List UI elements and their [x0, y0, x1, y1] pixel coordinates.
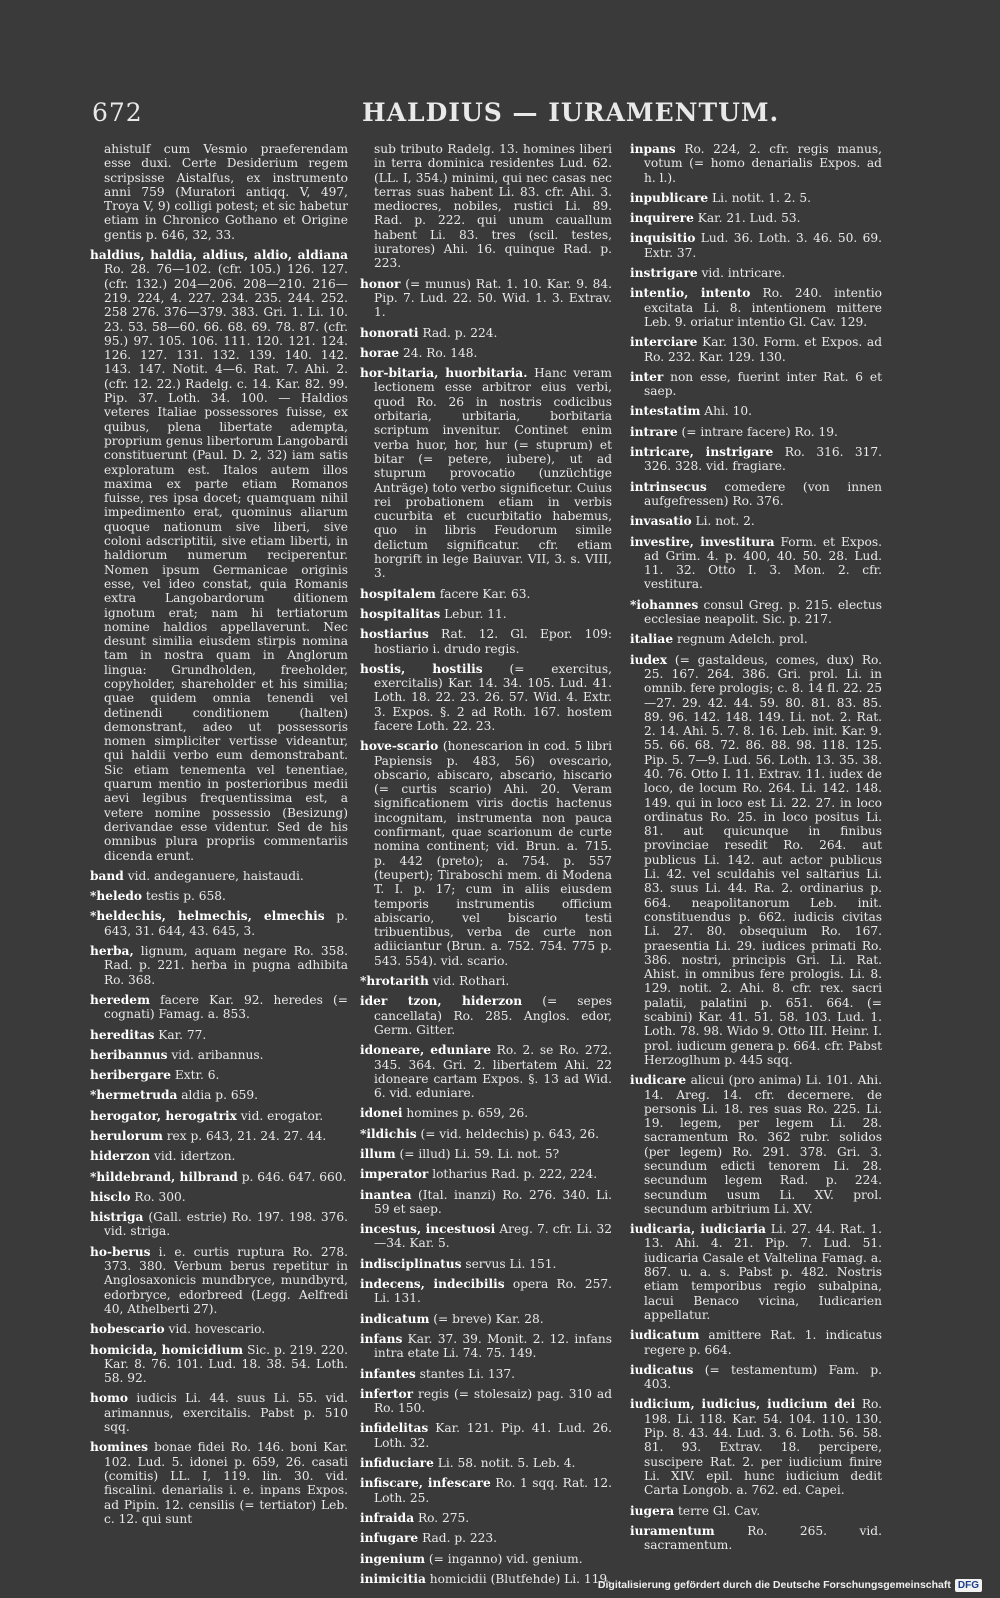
dictionary-entry	[90, 869, 348, 883]
entry-text: lignum, aquam negare Ro. 358. Rad. p. 221. herba in pugna adhibita Ro. 368.	[104, 944, 348, 987]
dictionary-entry	[630, 142, 882, 185]
entry-headword: illum	[360, 1147, 396, 1161]
entry-text: Kar. 21. Lud. 53.	[697, 211, 801, 226]
dictionary-entry	[360, 627, 612, 656]
entry-text: (= testamentum) Fam. p. 403.	[644, 1362, 883, 1392]
dictionary-entry	[90, 1129, 348, 1143]
dictionary-entry	[360, 1572, 612, 1586]
dictionary-entry	[360, 1552, 612, 1566]
entry-headword: ider tzon, hiderzon	[360, 994, 523, 1009]
entry-text: stantes Li. 137.	[419, 1366, 516, 1381]
entry-headword: homicida, homicidium	[90, 1342, 244, 1357]
entry-headword: *heldechis, helmechis, elmechis	[90, 909, 325, 924]
entry-headword: herulorum	[90, 1129, 163, 1143]
dictionary-entry	[90, 1068, 348, 1082]
page-number: 672	[92, 98, 143, 127]
dictionary-entry	[360, 1511, 612, 1525]
entry-text: 24. Ro. 148.	[402, 345, 478, 360]
entry-headword: inpublicare	[630, 190, 709, 205]
entry-text: regis (= stolesaiz) pag. 310 ad Ro. 150.	[374, 1386, 612, 1416]
entry-text: Kar. 130. Form. et Expos. ad Ro. 232. Kar. 129. 130.	[644, 335, 882, 364]
entry-headword: intestatim	[630, 404, 701, 419]
entry-text: i. e. curtis ruptura Ro. 278. 373. 380. Verbum berus repetitur in Anglosaxonicis mundbryce, mundbyrd, edorbryce, edorbreed (Legg. Aelfredi 40, Athelberti 27).	[104, 1244, 349, 1316]
footer-credit: Digitalisierung gefördert durch die Deutsche Forschungsgemeinschaft	[597, 1579, 951, 1591]
column-2	[360, 142, 612, 1592]
entry-headword: intrare	[630, 424, 678, 439]
entry-text: vid. andeganuere, haistaudi.	[127, 868, 304, 883]
entry-headword: heredem	[90, 992, 150, 1007]
dictionary-entry	[360, 326, 612, 340]
entry-headword: iudicatus	[630, 1362, 694, 1377]
entry-headword: haldius, haldia, aldius, aldio, aldiana	[90, 248, 348, 263]
entry-headword: iudicare	[630, 1073, 687, 1088]
dictionary-entry	[90, 944, 348, 987]
entry-headword: infantes	[360, 1366, 416, 1381]
entry-text: p. 643, 31. 644, 43. 645, 3.	[104, 909, 348, 938]
entry-headword: hor-bitaria, huorbitaria.	[360, 366, 528, 381]
column-1	[90, 142, 348, 1532]
entry-headword: iudicaria, iudiciaria	[630, 1222, 766, 1237]
dictionary-entry	[360, 1257, 612, 1271]
entry-text: Kar. 77.	[158, 1027, 207, 1042]
dictionary-entry	[360, 142, 612, 271]
entry-headword: *hildebrand, hilbrand	[90, 1169, 238, 1184]
entry-headword: *hrotarith	[360, 974, 429, 989]
entry-text: facere Kar. 63.	[439, 586, 531, 601]
entry-text: Ro. 316. 317. 326. 328. vid. fragiare.	[644, 445, 882, 474]
dictionary-entry	[630, 370, 882, 399]
entry-headword: hostis, hostilis	[360, 661, 483, 676]
dictionary-entry	[360, 587, 612, 601]
entry-headword: idoneare, eduniare	[360, 1043, 491, 1058]
entry-text: terre Gl. Cav.	[677, 1503, 761, 1518]
entry-headword: *iohannes	[630, 597, 699, 612]
dictionary-entry	[90, 1343, 348, 1386]
entry-headword: infraida	[360, 1510, 415, 1525]
dictionary-entry	[630, 1363, 882, 1392]
entry-text: lotharius Rad. p. 222, 224.	[432, 1167, 598, 1182]
dictionary-entry	[90, 1170, 348, 1184]
dictionary-entry	[360, 662, 612, 733]
entry-text: Rad. p. 223.	[422, 1531, 498, 1546]
entry-text: consul Greg. p. 215. electus ecclesiae neapolit. Sic. p. 217.	[644, 597, 882, 627]
dictionary-entry	[630, 1222, 882, 1322]
dictionary-entry	[360, 1147, 612, 1161]
entry-headword: hisclo	[90, 1189, 131, 1204]
column-3	[630, 142, 882, 1558]
dictionary-entry	[360, 277, 612, 320]
entry-text: vid. aribannus.	[171, 1047, 264, 1062]
entry-headword: honor	[360, 276, 401, 291]
dictionary-entry	[630, 286, 882, 329]
entry-headword: heribannus	[90, 1047, 168, 1062]
dictionary-entry	[360, 1167, 612, 1181]
dictionary-entry	[360, 346, 612, 360]
entry-text: Ro. 275.	[417, 1510, 470, 1525]
dictionary-entry	[630, 1073, 882, 1216]
dictionary-entry	[360, 1312, 612, 1326]
entry-text: (= intrare facere) Ro. 19.	[681, 424, 838, 439]
entry-headword: infugare	[360, 1531, 419, 1546]
entry-text: homines p. 659, 26.	[406, 1106, 529, 1121]
dictionary-entry	[360, 1332, 612, 1361]
dictionary-entry	[360, 994, 612, 1037]
entry-headword: indecens, indecibilis	[360, 1277, 505, 1292]
dictionary-entry	[90, 248, 348, 863]
entry-headword: intentio, intento	[630, 286, 751, 301]
entry-headword: inpans	[630, 142, 676, 156]
dictionary-entry	[360, 366, 612, 580]
entry-headword: *ildichis	[360, 1126, 417, 1141]
dictionary-entry	[360, 1106, 612, 1120]
dictionary-entry	[630, 514, 882, 528]
entry-text: testis p. 658.	[145, 889, 226, 904]
entry-text: Ro. 300.	[134, 1189, 186, 1204]
dictionary-entry	[90, 1048, 348, 1062]
entry-text: (Ital. inanzi) Ro. 276. 340. Li. 59 et saep.	[374, 1187, 612, 1216]
entry-headword: interciare	[630, 335, 698, 350]
entry-headword: honorati	[360, 325, 419, 340]
entry-text: facere Kar. 92. heredes (= cognati) Famag. a. 853.	[104, 992, 348, 1022]
entry-text: (= breve) Kar. 28.	[433, 1311, 544, 1326]
entry-headword: herba,	[90, 944, 134, 959]
entry-headword: infertor	[360, 1386, 414, 1401]
dictionary-entry	[630, 653, 882, 1068]
entry-text: Li. notit. 1. 2. 5.	[712, 190, 812, 205]
entry-headword: indicatum	[360, 1311, 430, 1326]
dictionary-entry	[630, 480, 882, 509]
entry-text: Li. 58. notit. 5. Leb. 4.	[437, 1456, 576, 1471]
entry-text: (Gall. estrie) Ro. 197. 198. 376. vid. striga.	[104, 1210, 349, 1239]
entry-text: bonae fidei Ro. 146. boni Kar. 102. Lud. 5. idonei p. 659, 26. casati (comitis) LL. I, 119. lin. 30. vid. fiscalini. denarialis i. e. inpans Expos. ad Pipin. 12. censilis (= tertiator) Leb. c. 12. qui sunt	[104, 1440, 348, 1526]
entry-text: Lud. 36. Loth. 3. 46. 50. 69. Extr. 37.	[644, 231, 883, 260]
dictionary-entry	[90, 1210, 348, 1239]
entry-text: Kar. 37. 39. Monit. 2. 12. infans intra etate Li. 74. 75. 149.	[374, 1331, 612, 1361]
dictionary-entry	[630, 266, 882, 280]
entry-headword: inter	[630, 369, 664, 384]
entry-headword: infiscare, infescare	[360, 1476, 491, 1491]
entry-headword: hove-scario	[360, 739, 439, 754]
entry-headword: hostiarius	[360, 627, 429, 642]
dictionary-entry	[360, 739, 612, 968]
entry-headword: ingenium	[360, 1551, 426, 1566]
dictionary-entry	[90, 1109, 348, 1123]
entry-text: vid. Rothari.	[432, 974, 510, 989]
entry-text: vid. hovescario.	[168, 1322, 266, 1337]
dictionary-entry	[630, 425, 882, 439]
entry-text: Ro. 28. 76—102. (cfr. 105.) 126. 127. (cfr. 132.) 204—206. 208—210. 216—219. 224, 4. 227. 234. 235. 244. 252. 258 276. 376—379. 383. Gri. 1. Li. 10. 23. 53. 58—60. 66. 68. 69. 78. 87. (cfr. 95.) 97. 105. 106. 111. 120. 121. 124. 126. 127. 131. 132. 139. 140. 142. 143. 147. Notit. 4—6. Rat. 7. Ahi. 2. (cfr. 12. 22.) Radelg. c. 14. Kar. 82. 99. Pip. 37. Loth. 34. 100. — Haldios veteres Italiae possessores fuisse, ex quibus, plena libertate adempta, proprium genus libertorum Langobardi constituerunt (Paul. D. 2, 32) iam satis exploratum est. Italos autem illos maxima ex parte etiam Romanos fuisse, res ipsa docet; quamquam nihil impedimento erat, quominus aliarum quoque nationum sive liberi, sive coloni adscriptitii, sive etiam liberti, in haldiorum numerum reciperentur. Nomen ipsum Germanicae originis esse, vel ideo constat, quia Romanis extra Langobardorum ditionem ignotum erat; nam hi tertiatorum nomine haldios appellaverunt. Nec desunt similia eiusdem stirpis nomina tam in nostra quam in Anglorum lingua: Grundholden, freeholder, copyholder, shareholder et his similia; quae quidem omnia tenendi vel detinendi conditionem (halten) demonstrant, adeo ut possessoris nomen simpliciter vertisse videantur, qui haldii verbo eum demonstrabant. Sic etiam tenementa vel tenentiae, quarum mentio in posterioribus medii aevi legibus frequentissima est, a vetere nomine possessio (Besizung) derivandae esse videntur. Sed de his omnibus plura propriis commentariis dicenda erunt.	[104, 262, 348, 863]
dictionary-entry	[90, 1190, 348, 1204]
entry-headword: hobescario	[90, 1322, 165, 1337]
entry-text: vid. erogator.	[240, 1108, 324, 1123]
entry-headword: intricare, instrigare	[630, 445, 774, 460]
dictionary-entry	[90, 1245, 348, 1316]
entry-headword: intrinsecus	[630, 479, 707, 494]
entry-text: homicidii (Blutfehde) Li. 119.	[429, 1571, 612, 1586]
entry-headword: homo	[90, 1391, 129, 1406]
dictionary-entry	[360, 1127, 612, 1141]
dictionary-entry	[630, 445, 882, 474]
entry-text: Ro. 224, 2. cfr. regis manus, votum (= homo denarialis Expos. ad h. l.).	[644, 142, 882, 185]
entry-text: p. 646. 647. 660.	[241, 1169, 347, 1184]
entry-headword: inimicitia	[360, 1571, 426, 1586]
dictionary-entry	[90, 889, 348, 903]
entry-text: Areg. 7. cfr. Li. 32—34. Kar. 5.	[374, 1222, 612, 1251]
entry-text: Ro. 1 sqq. Rat. 12. Loth. 25.	[374, 1476, 612, 1505]
entry-headword: iudex	[630, 652, 668, 667]
dictionary-entry	[630, 1504, 882, 1518]
entry-text: servus Li. 151.	[465, 1256, 557, 1271]
entry-headword: *hermetruda	[90, 1088, 178, 1103]
entry-headword: incestus, incestuosi	[360, 1222, 496, 1237]
entry-headword: homines	[90, 1440, 148, 1455]
entry-text: vid. intricare.	[701, 266, 786, 281]
entry-headword: heribergare	[90, 1068, 171, 1083]
entry-headword: *heledo	[90, 889, 143, 904]
dictionary-entry	[360, 1387, 612, 1416]
dictionary-entry	[90, 1440, 348, 1526]
entry-headword: infans	[360, 1331, 403, 1346]
entry-headword: inquisitio	[630, 231, 696, 246]
footer	[598, 1576, 982, 1594]
entry-text: opera Ro. 257. Li. 131.	[374, 1277, 612, 1306]
entry-headword: inantea	[360, 1187, 412, 1202]
dictionary-entry	[360, 1476, 612, 1505]
dictionary-entry	[90, 993, 348, 1022]
entry-headword: hiderzon	[90, 1149, 151, 1164]
entry-text: Li. not. 2.	[695, 514, 755, 529]
dictionary-entry	[360, 1456, 612, 1470]
entry-text: Form. et Expos. ad Grim. 4. p. 400, 40. 50. 28. Lud. 11. 32. Otto I. 3. Mon. 2. cfr. vestitura.	[644, 534, 882, 592]
dictionary-entry	[630, 211, 882, 225]
entry-text: Ro. 265. vid. sacramentum.	[644, 1523, 882, 1553]
entry-text: (honescarion in cod. 5 libri Papiensis p. 483, 56) ovescario, obscario, abiscaro, abscario, hiscario (= curtis scario) Ahi. 20. Veram significationem viris doctis hactenus incognitam, instrumenta non pauca confirmant, quae scarionum de curte nomina continent; vid. Brun. a. 715. p. 442 (preto); a. 754. p. 557 (teupert); Tiraboschi mem. di Modena T. I. p. 17; cum in aliis eiusdem temporis instrumentis officium abiscario, vel biscario testi tribuentibus, verba de curte non adiiciantur (Brun. a. 752. 754. 775 p. 543. 554). vid. scario.	[374, 739, 613, 968]
entry-text: Lebur. 11.	[444, 606, 507, 621]
dictionary-entry	[630, 231, 882, 260]
entry-text: Ro. 240. intentio excitata Li. 8. intentionem mittere Leb. 9. oriatur intentio Gl. Cav. 129.	[644, 286, 882, 329]
entry-headword: imperator	[360, 1167, 429, 1182]
entry-text: ahistulf cum Vesmio praeferendam esse duxi. Certe Desiderium regem scripsisse Aistalfus, ex instrumento anni 759 (Muratori antiqq. V, 497, Troya V, 9) colligi potest; et sic habetur etiam in Chronico Gothano et Origine gentis p. 646, 32, 33.	[104, 142, 348, 242]
entry-headword: band	[90, 868, 124, 883]
entry-headword: iuramentum	[630, 1523, 715, 1538]
dictionary-entry	[630, 632, 882, 646]
entry-text: Rad. p. 224.	[422, 325, 498, 340]
entry-headword: iudicium, iudicius, iudicium dei	[630, 1397, 856, 1412]
dictionary-entry	[630, 404, 882, 418]
entry-text: Extr. 6.	[174, 1068, 220, 1083]
entry-headword: horae	[360, 345, 400, 360]
dictionary-entry	[360, 1421, 612, 1450]
entry-headword: herogator, herogatrix	[90, 1108, 237, 1123]
entry-headword: iugera	[630, 1503, 675, 1518]
entry-text: Sic. p. 219. 220. Kar. 8. 76. 101. Lud. 18. 38. 54. Loth. 58. 92.	[104, 1342, 348, 1386]
entry-text: Ahi. 10.	[704, 404, 752, 419]
entry-headword: instrigare	[630, 266, 698, 281]
entry-headword: idonei	[360, 1106, 403, 1121]
entry-text: alicui (pro anima) Li. 101. Ahi. 14. Areg. 14. cfr. decernere. de personis Li. 18. res suas Ro. 225. Li. 19. legem, per legem Li. 28. sacramentum Ro. 362 rubr. solidos (per legem) Ro. 291. 378. Gri. 3. secundum edicti tenorem Li. 28. secundum legem Rad. p. 224. secundum usum Li. XV. prol. secundum arbitrium Li. XV.	[644, 1073, 882, 1216]
entry-text: Rat. 12. Gl. Epor. 109: hostiario i. drudo regis.	[374, 627, 612, 656]
entry-text: (= sepes cancellata) Ro. 285. Anglos. edor, Germ. Gitter.	[374, 994, 613, 1037]
dictionary-entry	[90, 909, 348, 938]
entry-headword: hospitalem	[360, 586, 436, 601]
entry-text: iudicis Li. 44. suus Li. 55. vid. arimannus, exercitalis. Pabst p. 510 sqq.	[104, 1391, 348, 1435]
entry-text: Li. 27. 44. Rat. 1. 13. Ahi. 4. 21. Pip. 7. Lud. 51. iudicaria Casale et Valtelina Famag. a. 867. u. a. s. Pabst p. 482. Nostris etiam temporibus regio subalpina, lacui Benaco vicina, Iudicarien appellatur.	[644, 1222, 883, 1322]
entry-text: (= gastaldeus, comes, dux) Ro. 25. 167. 264. 386. Gri. prol. Li. in omnib. fere prologis; c. 8. 14 fl. 22. 25—27. 29. 42. 44. 59. 80. 81. 83. 85. 89. 96. 142. 148. 149. Li. not. 2. Rat. 2. 14. Ahi. 5. 7. 8. 16. Leb. init. Kar. 9. 55. 66. 68. 72. 86. 88. 98. 118. 125. Pip. 5. 7—9. Lud. 56. Loth. 13. 35. 38. 40. 76. Otto I. 11. Extrav. 11. iudex de loco, de locum Ro. 264. Li. 142. 148. 149. qui in loco est Li. 22. 27. in loco ordinatus Ro. 25. in loco positus Li. 81. aut quicunque in finibus provinciae resedit Ro. 264. aut publicus Li. 142. aut actor publicus Li. 42. vel sculdahis vel saltarius Li. 83. suus Li. 44. Ra. 2. ordinarius p. 664. neapolitanorum Leb. init. constituendus p. 662. iudicis civitas Li. 27. 80. obsequium Ro. 167. praesentia Li. 29. iudices primati Ro. 386. nostri, principis Gri. Li. Rat. Ahist. in omnibus fere prologis. Li. 8. 129. notit. 2. Ahi. 8. cfr. rex. sacri palatii, palatini p. 651. 664. (= scabini) Kar. 41. 51. 58. 103. Lud. 1. Loth. 78. 98. Wido 9. Otto III. Heinr. I. prol. iudicum genera p. 664. cfr. Pabst Herzoglhum p. 445 sqq.	[644, 652, 883, 1067]
entry-headword: histriga	[90, 1210, 144, 1225]
dictionary-entry	[360, 1043, 612, 1100]
dictionary-entry	[360, 1277, 612, 1306]
entry-headword: hereditas	[90, 1027, 155, 1042]
dictionary-entry	[360, 1188, 612, 1217]
dictionary-entry	[630, 1328, 882, 1357]
dictionary-entry	[630, 1397, 882, 1497]
entry-text: Kar. 121. Pip. 41. Lud. 26. Loth. 32.	[374, 1421, 612, 1450]
dictionary-entry	[90, 1088, 348, 1102]
dictionary-entry	[90, 1149, 348, 1163]
dictionary-entry	[630, 335, 882, 364]
dictionary-entry	[360, 1531, 612, 1545]
dictionary-entry	[360, 1367, 612, 1381]
entry-headword: iudicatum	[630, 1328, 700, 1343]
entry-text: comedere (von innen aufgefressen) Ro. 376.	[644, 479, 882, 508]
dfg-logo: DFG	[955, 1579, 982, 1592]
dictionary-entry	[90, 1028, 348, 1042]
entry-text: sub tributo Radelg. 13. homines liberi in terra dominica residentes Lud. 62. (LL. I, 354.) minimi, qui nec casas nec terras suas habent Li. 83. cfr. Ahi. 3. mediocres, nobiles, rustici Li. 89. Rad. p. 222. qui unum cauallum habent Li. 83. tres (scil. testes, iuratores) Ahi. 16. quinque Rad. p. 223.	[374, 142, 612, 271]
entry-headword: investire, investitura	[630, 534, 775, 549]
entry-headword: inquirere	[630, 211, 694, 226]
entry-headword: hospitalitas	[360, 606, 441, 621]
entry-text: vid. idertzon.	[153, 1149, 236, 1164]
entry-headword: infidelitas	[360, 1421, 429, 1436]
entry-text: Ro. 2. se Ro. 272. 345. 364. Gri. 2. libertatem Ahi. 22 idoneare cartam Expos. §. 13 ad Wid. 6. vid. eduniare.	[374, 1043, 613, 1101]
entry-headword: invasatio	[630, 514, 692, 529]
entry-headword: ho-berus	[90, 1244, 151, 1259]
entry-headword: indisciplinatus	[360, 1256, 462, 1271]
entry-headword: infiduciare	[360, 1456, 434, 1471]
dictionary-entry	[630, 1524, 882, 1553]
dictionary-entry	[90, 1322, 348, 1336]
dictionary-entry	[630, 535, 882, 592]
dictionary-entry	[630, 191, 882, 205]
entry-text: (= illud) Li. 59. Li. not. 5?	[399, 1147, 560, 1161]
entry-text: amittere Rat. 1. indicatus regere p. 664.	[644, 1328, 883, 1357]
entry-text: (= munus) Rat. 1. 10. Kar. 9. 84. Pip. 7. Lud. 22. 50. Wid. 1. 3. Extrav. 1.	[374, 276, 613, 320]
dictionary-entry	[630, 598, 882, 627]
entry-text: (= vid. heldechis) p. 643, 26.	[420, 1126, 599, 1141]
dictionary-entry	[90, 142, 348, 242]
dictionary-entry	[360, 607, 612, 621]
entry-text: (= inganno) vid. genium.	[428, 1551, 583, 1566]
dictionary-entry	[360, 1222, 612, 1251]
page-title: HALDIUS — IURAMENTUM.	[362, 98, 780, 127]
entry-text: aldia p. 659.	[181, 1088, 258, 1103]
dictionary-entry	[360, 974, 612, 988]
entry-headword: italiae	[630, 632, 674, 647]
entry-text: Hanc veram lectionem esse arbitror eius verbi, quod Ro. 26 in nostris codicibus orbitaria, urbitaria, borbitaria scriptum invenitur. Continet enim verba huor, hor, hur (= stuprum) et bitar (= petere, iubere), ut ad stuprum provocatio (unzüchtige Anträge) toto verbo significetur. Cuius rei probationem etiam in verbis cucurbita et cucurbitatio habemus, quo in libris Feudorum simile delictum significatur. cfr. etiam horgrift in lege Baiuvar. VII, 3. s. VIII, 3.	[374, 366, 612, 581]
entry-text: (= exercitus, exercitalis) Kar. 14. 34. 105. Lud. 41. Loth. 18. 22. 23. 26. 57. Wid. 4. Extr. 3. Expos. §. 2 ad Roth. 167. hostem facere Loth. 22. 23.	[374, 661, 612, 733]
dictionary-entry	[90, 1391, 348, 1434]
entry-text: rex p. 643, 21. 24. 27. 44.	[166, 1129, 327, 1143]
entry-text: non esse, fuerint inter Rat. 6 et saep.	[644, 369, 882, 399]
entry-text: regnum Adelch. prol.	[676, 632, 808, 647]
entry-text: Ro. 198. Li. 118. Kar. 54. 104. 110. 130. Pip. 8. 43. 44. Lud. 3. 6. Loth. 56. 58. 81. 93. Extrav. 18. percipere, suscipere Rat. 2. per iudicium finire Li. XIV. epil. hunc iudicium dedit Carta Longob. a. 762. ed. Capei.	[644, 1397, 882, 1498]
